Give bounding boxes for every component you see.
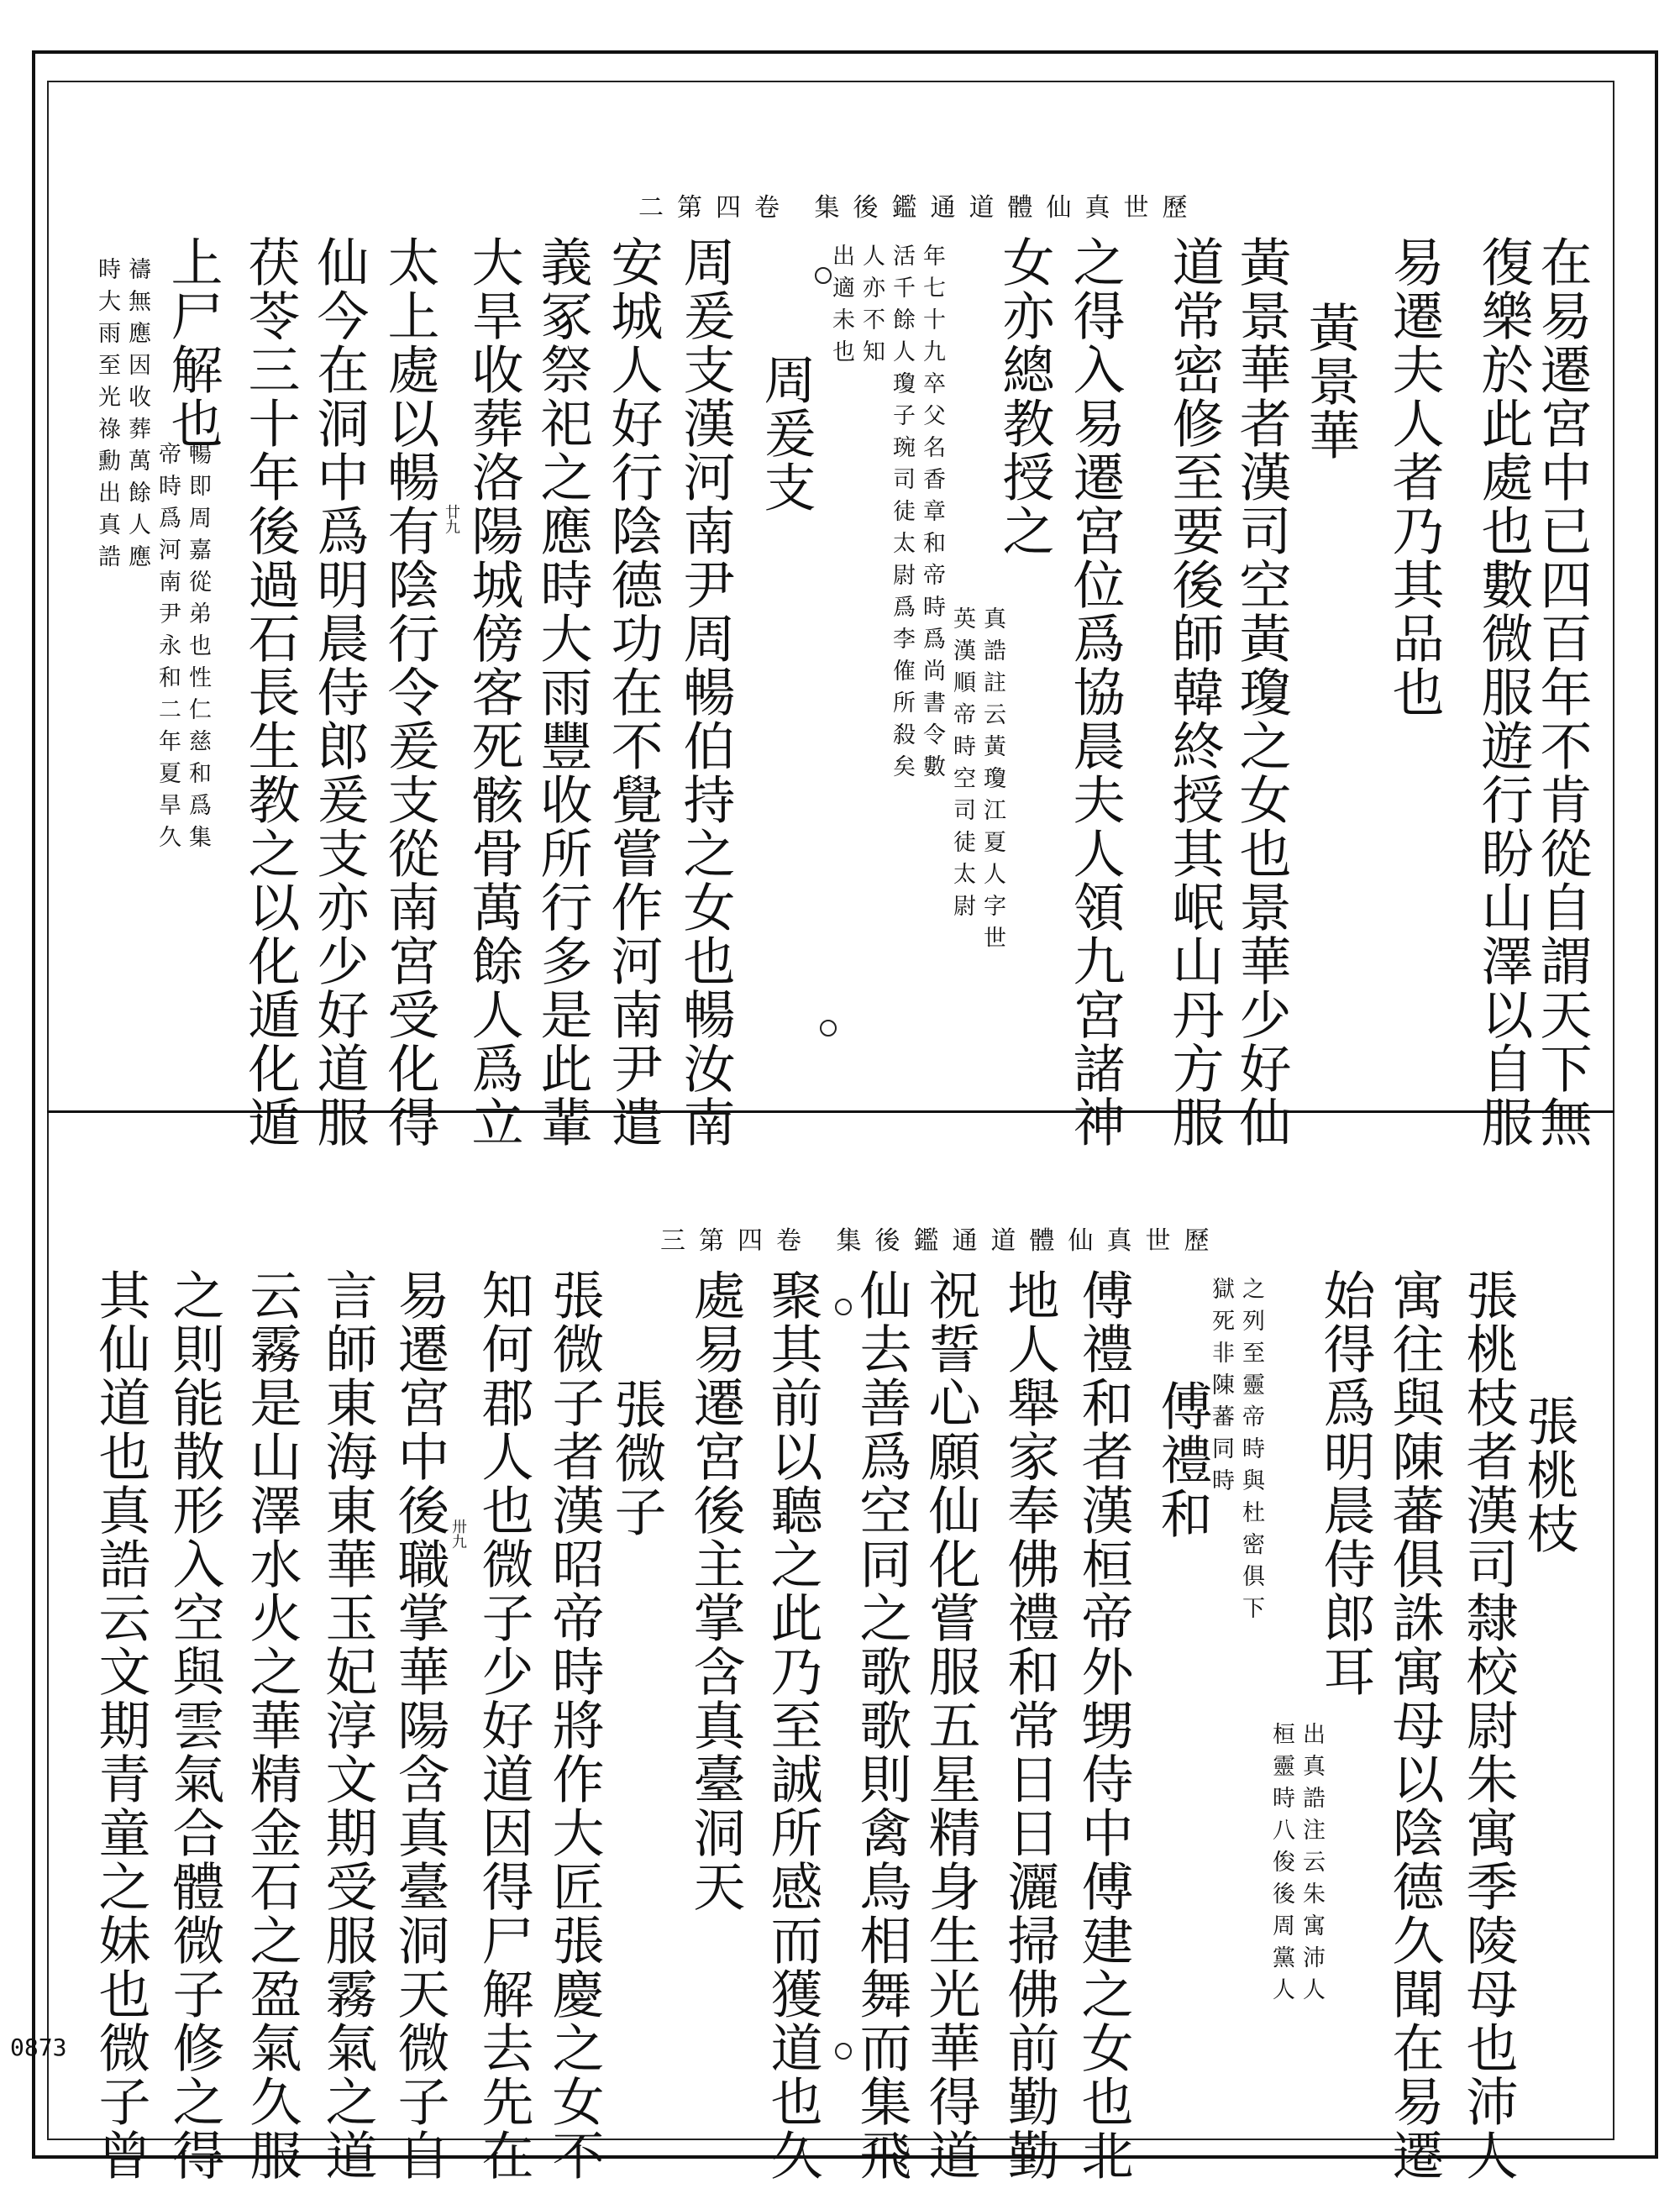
bottom-section-title: 傅禮和 xyxy=(1152,1379,1213,1540)
top-annotation: 英漢順帝時空司徒太尉 xyxy=(949,606,975,926)
bottom-main-column: 知何郡人也微子少好道因得尸解去先在 xyxy=(473,1268,534,2182)
top-main-column: 太上處以暢有陰行令爰支從南宮受化得 xyxy=(379,235,440,1149)
top-main-column: 復樂於此處也數微服遊行盼山澤以自服 xyxy=(1473,235,1534,1149)
top-section-title: 周爰支 xyxy=(755,353,816,514)
bottom-running-header: 三第四卷 集後鑑通道體仙真世歷 xyxy=(660,1226,1223,1256)
top-running-header: 二第四卷 集後鑑通道體仙真世歷 xyxy=(638,193,1201,223)
bottom-main-column: 言師東海東華玉妃淳文期受服霧氣之道 xyxy=(317,1268,378,2182)
section-marker-circle xyxy=(820,1020,837,1037)
top-main-column: 仙今在洞中爲明晨侍郎爰支亦少好道服 xyxy=(308,235,370,1149)
bottom-main-column: 寓往與陳蕃俱誅寓母以陰德久聞在易遷 xyxy=(1383,1268,1445,2182)
bottom-folio: 卅九 xyxy=(449,1519,467,1549)
top-main-column: 之得入易遷宮位爲協晨夫人領九宮諸神 xyxy=(1064,235,1126,1149)
top-main-column: 易遷夫人者乃其品也 xyxy=(1383,235,1445,719)
bottom-main-column: 祝誓心願仙化嘗服五星精身生光華得道 xyxy=(920,1268,981,2182)
top-folio: 廿九 xyxy=(443,504,460,534)
top-main-column: 黃景華者漢司空黃瓊之女也景華少好仙 xyxy=(1231,235,1292,1149)
top-section-title: 黃景華 xyxy=(1299,301,1361,462)
top-main-column: 安城人好行陰德功在不覺嘗作河南尹遣 xyxy=(602,235,664,1149)
top-annotation: 暢即周嘉從弟也性仁慈和爲集 xyxy=(185,442,211,857)
top-main-column: 義冢祭祀之應時大雨豐收所行多是此輩 xyxy=(532,235,593,1149)
bottom-main-column: 之則能散形入空與雲氣合體微子修之得 xyxy=(164,1268,225,2182)
top-annotation: 禱無應因收葬萬餘人應 xyxy=(124,257,150,576)
bottom-annotation: 出真誥注云朱寓沛人 xyxy=(1299,1722,1325,2009)
bottom-section-title: 張桃枝 xyxy=(1518,1394,1579,1556)
top-main-column: 在易遷宮中已四百年不肯從自謂天下無 xyxy=(1531,235,1593,1149)
bottom-main-column: 聚其前以聽之此乃至誠所感而獲道也久 xyxy=(762,1268,823,2182)
section-marker-circle xyxy=(835,2043,852,2060)
bottom-annotation: 之列至靈帝時與杜密俱下 xyxy=(1238,1277,1264,1628)
bottom-main-column: 地人舉家奉佛禮和常日日灑掃佛前勤勤 xyxy=(999,1268,1060,2182)
bottom-main-column: 處易遷宮後主掌含真臺洞天 xyxy=(685,1268,746,1913)
bottom-annotation: 獄死非陳蕃同時 xyxy=(1208,1277,1234,1500)
bottom-main-column: 張微子者漢昭帝時將作大匠張慶之女不 xyxy=(543,1268,605,2182)
bottom-section-title: 張微子 xyxy=(606,1378,667,1539)
bottom-main-column: 傅禮和者漢桓帝外甥侍中傅建之女也北 xyxy=(1073,1268,1134,2182)
page-stamp-number: 0873 xyxy=(10,2034,67,2061)
top-annotation: 年七十九卒父名香章和帝時爲尚書令數 xyxy=(919,244,945,786)
bottom-main-column: 仙去善爲空同之歌歌則禽鳥相舞而集飛 xyxy=(851,1268,912,2182)
bottom-main-column: 始得爲明晨侍郎耳 xyxy=(1315,1268,1376,1698)
bottom-main-column: 其仙道也真誥云文期青童之妹也微子曾 xyxy=(90,1268,151,2182)
top-annotation: 活千餘人瓊子琬司徒太尉爲李傕所殺矣 xyxy=(889,244,915,786)
top-main-column: 大旱收葬洛陽城傍客死骸骨萬餘人爲立 xyxy=(463,235,524,1149)
bottom-main-column: 張桃枝者漢司隸校尉朱寓季陵母也沛人 xyxy=(1457,1268,1519,2182)
bottom-main-column: 易遷宮中後職掌華陽含真臺洞天微子自 xyxy=(389,1268,450,2182)
bottom-main-column: 云霧是山澤水火之華精金石之盈氣久服 xyxy=(241,1268,302,2182)
top-main-column: 茯苓三十年後過石長生教之以化遁化遁 xyxy=(239,235,301,1149)
top-annotation: 時大雨至光祿勳出真誥 xyxy=(94,257,120,576)
top-annotation: 帝時爲河南尹永和二年夏旱久 xyxy=(155,442,181,857)
top-main-column: 上尸解也 xyxy=(162,235,223,450)
top-main-column: 道常密修至要後師韓終授其岷山丹方服 xyxy=(1163,235,1225,1149)
bottom-annotation: 桓靈時八俊後周黨人 xyxy=(1268,1722,1294,2009)
top-annotation: 出適未也 xyxy=(828,244,854,371)
section-marker-circle xyxy=(815,267,832,284)
top-main-column: 女亦總教授之 xyxy=(994,235,1055,558)
top-annotation: 真誥註云黃瓊江夏人字世 xyxy=(979,606,1005,958)
top-main-column: 周爰支漢河南尹周暢伯持之女也暢汝南 xyxy=(675,235,736,1149)
section-marker-circle xyxy=(835,1299,852,1315)
top-annotation: 人亦不知 xyxy=(858,244,885,371)
